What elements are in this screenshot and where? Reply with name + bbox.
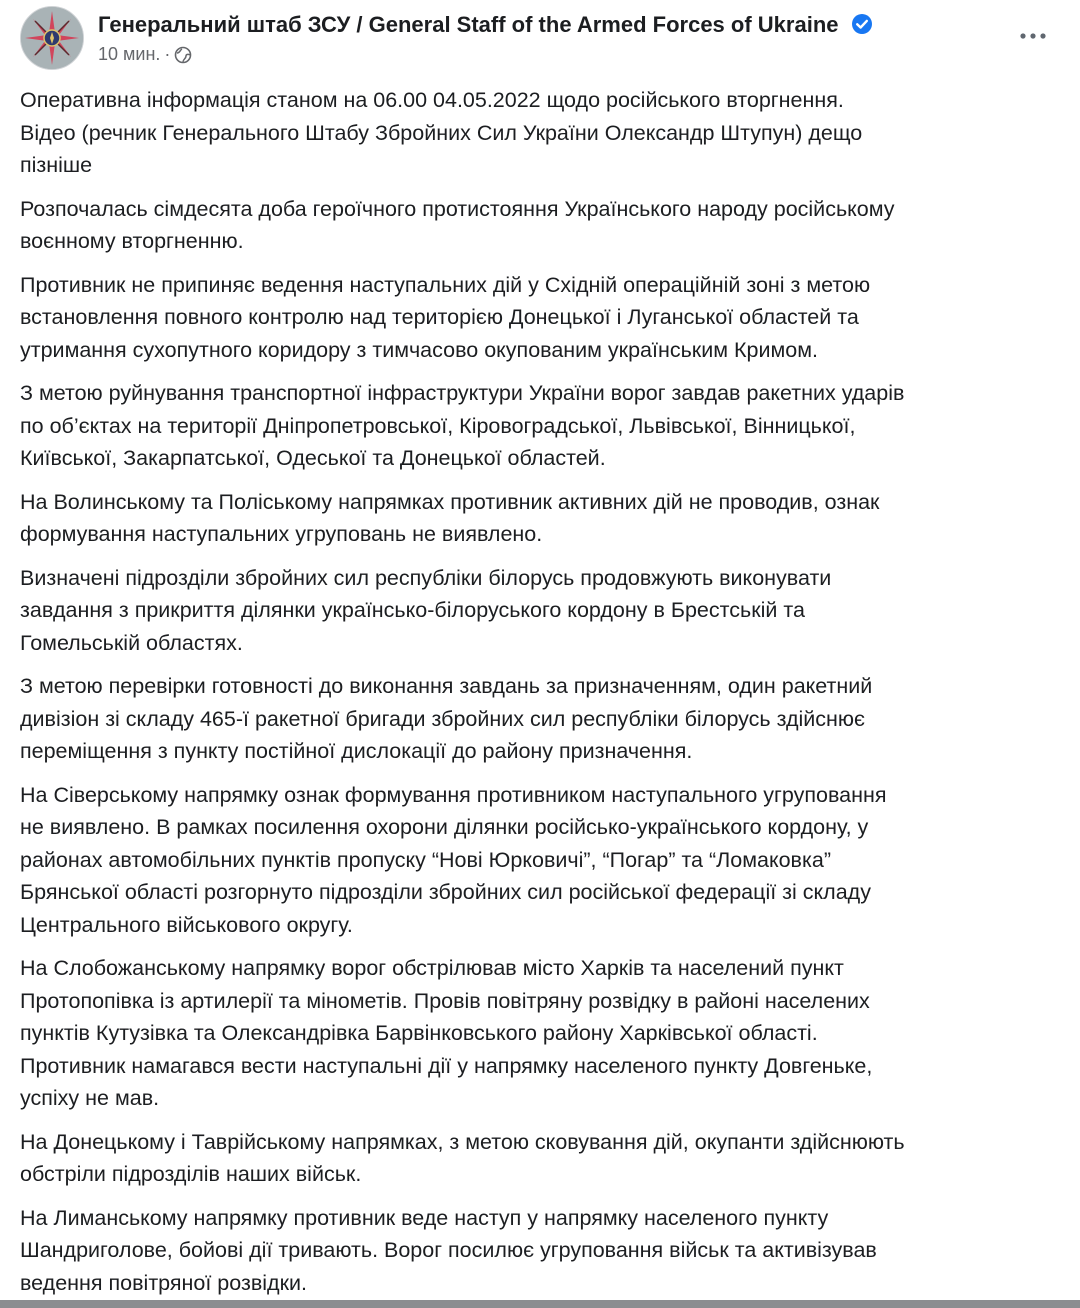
post-timestamp[interactable]: 10 мин.: [98, 44, 161, 64]
post-paragraph: Визначені підрозділи збройних сил республіки білорусь продовжують виконувати завдання з прикриття ділянки українсько-білоруського кордону в Брестській та Гомельській областях.: [20, 565, 832, 655]
page-name-text[interactable]: Генеральний штаб ЗСУ / General Staff of the Armed Forces of Ukraine: [98, 12, 839, 37]
screen-bottom-edge: [0, 1300, 1080, 1308]
post-paragraph: Розпочалась сімдесята доба героїчного протистояння Українського народу російському воєнному вторгненню.: [20, 196, 895, 253]
post-header: [20, 6, 1060, 74]
post-paragraph: Оперативна інформація станом на 06.00 04.05.2022 щодо російського вторгнення. Відео (речник Генерального Штабу Збройних Сил України Олександр Штупун) дещо пізніше: [20, 88, 863, 177]
post-paragraph: З метою руйнування транспортної інфраструктури України ворог завдав ракетних ударів по об’єктах на території Дніпропетровської, Кіровоградської, Львівської, Вінницької, Київської, Закарпатської, Одеської та Донецької областей.: [20, 381, 905, 470]
post-paragraph: Противник не припиняє ведення наступальних дій у Східній операційній зоні з метою встановлення повного контролю над територією Донецької і Луганської областей та утримання сухопутного коридору з тимчасово окупованим українським Кримом.: [20, 272, 871, 362]
verified-badge-icon: [851, 13, 873, 41]
post-body: [20, 84, 1060, 1308]
meta-separator: ·: [164, 44, 171, 64]
general-staff-emblem-icon: [21, 7, 83, 69]
post-paragraph: На Волинському та Поліському напрямках противник активних дій не проводив, ознак формування наступальних угруповань не виявлено.: [20, 489, 880, 546]
post-meta: [98, 44, 192, 69]
more-options-icon[interactable]: [1016, 24, 1050, 48]
post-paragraph: На Донецькому і Таврійському напрямках, з метою сковування дій, окупанти здійснюють обстріли підрозділів наших військ.: [20, 1129, 905, 1186]
globe-icon[interactable]: [174, 46, 192, 69]
post-paragraph: На Лиманському напрямку противник веде наступ у напрямку населеного пункту Шандриголове, бойові дії тривають. Ворог посилює угруповання військ та активізував ведення повітряної розвідки.: [20, 1205, 877, 1295]
page-avatar[interactable]: [20, 6, 84, 70]
post-paragraph: На Слобожанському напрямку ворог обстрілював місто Харків та населений пункт Протопопівка із артилерії та мінометів. Провів повітряну розвідку в районі населених пунктів Кутузівка та Олександрівка Барвінковського району Харківської області. Противник намагався вести наступальні дії у напрямку населеного пункту Довгеньке, успіху не мав.: [20, 956, 873, 1110]
page-name[interactable]: [98, 12, 873, 41]
post-paragraph: З метою перевірки готовності до виконання завдань за призначенням, один ракетний дивізіон зі складу 465-ї ракетної бригади збройних сил республіки білорусь здійснює переміщення з пункту постійної дислокації до району призначення.: [20, 674, 873, 763]
post-paragraph: На Сіверському напрямку ознак формування противником наступального угруповання не виявлено. В рамках посилення охорони ділянки російсько-українського кордону, у районах автомобільних пунктів пропуску “Нові Юрковичі”, “Погар” та “Ломаковка” Брянської області розгорнуто підрозділи збройних сил російської федерації зі складу Центрального військового округу.: [20, 782, 887, 937]
